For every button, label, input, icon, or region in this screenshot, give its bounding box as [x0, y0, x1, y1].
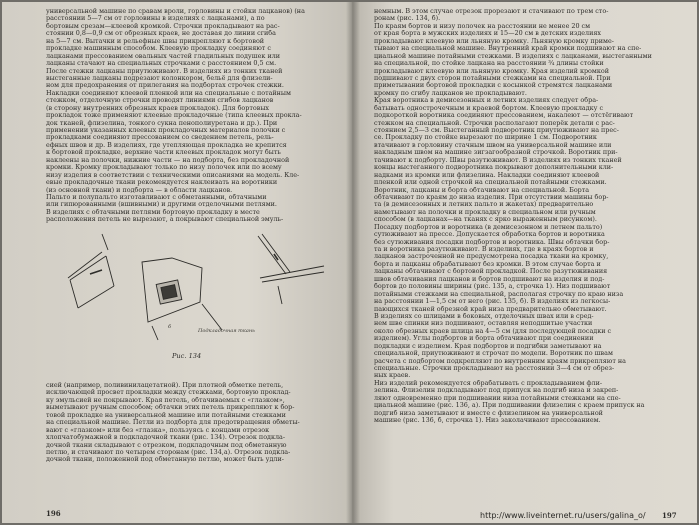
text-line: док тканей, флизелина, тонкого сукна пенополиуретана и др.). При [46, 119, 278, 127]
text-line: подшивают с двух сторон потайными стежками на специальной. При [374, 74, 611, 82]
text-line: лацканы обтачивают с бортовой прокладкой. После разутюживания [374, 268, 608, 276]
text-line: лацканов застроченной не предусмотрена посадка ткани на кромку, [374, 253, 609, 261]
text-line: циальной машине (рис. 136, а). При подшивании флизелин с краем припуск на [374, 402, 645, 410]
figure-caption: Рис. 134 [172, 352, 202, 360]
text-line: тывают на специальной машине. Внутренний край кромки подшивают на спе- [374, 45, 642, 53]
text-line: сией (например, поливинилацетатной). При плотной обметке петель, [46, 382, 284, 389]
text-line: товой прокладке на универсальной машине или потайными стежками [46, 411, 286, 419]
text-line: подкладки с изделием. Края подбортов и подгибки заметывают на [374, 342, 602, 350]
text-line: вают с «глазком» или без «глазка», пользуясь с концами отрезок [46, 426, 270, 434]
text-line: надками из кромки или флизелина. Накладки соединяют клеевой [374, 171, 600, 179]
figure-134-sketch-c [258, 234, 324, 304]
text-line: бортов до половины ширины (рис. 135, а, строчка 1). Низ подшивают [374, 283, 611, 291]
text-line: или гипюрованными (вшивными) и другими отделочными петлями. [46, 201, 277, 209]
text-line: прокладывают клеевую или льняную кромку. Края изделий кромкой [374, 67, 609, 75]
text-line: хлопчатобумажной в подкладочной ткани (рис. 134). Отрезок подкла- [46, 434, 285, 442]
text-line: Пальто и полупальто изготавливают с обметанными, обтачными [46, 193, 267, 201]
text-line: на 5—7 см. Вытачки и рельефные швы прикрепляют к бортовой [46, 37, 265, 45]
text-line: ных краев. [374, 372, 411, 380]
figure-134 [62, 230, 332, 348]
text-line: Накладки соединяют клеевой пленкой или на специальные с потайным [46, 89, 291, 97]
text-line: стежком, отделочную строчки проводят линиями сгибов лацканов [46, 97, 274, 105]
right-text-block [374, 8, 682, 425]
text-line: универсальной машине по сравам вроли, горловины и стойки лацканов) (на [46, 8, 305, 15]
left-text-block-top [46, 8, 342, 224]
figure-label-note: Подкладочная ткань [198, 328, 255, 334]
text-line: на специальной, по стойке лацкана на расстоянии ¾ длины стойки [374, 60, 604, 68]
text-line: ронам (рис. 134, б). [374, 15, 441, 23]
right-page [352, 2, 697, 523]
text-line: стоянием 2,5—3 см. Выстеганный подворотник приутюживают на прес- [374, 127, 619, 134]
text-line: циальной машине потайными стежками. В изделиях с лацканами, выстеганными [374, 52, 652, 60]
text-line: зелина. Флизелин подкладывают под припуск на подгиб низа и закреп- [374, 387, 619, 395]
text-line: дочной ткани складывают с отрезком, подкладочным под обметанную [46, 441, 287, 449]
text-line: расположения петель не вырезают, а покрывают специальной эмуль- [46, 216, 284, 224]
text-line: По краям бортов и низу полочек на расстоянии не менее 20 см [374, 22, 591, 30]
text-line: втачивают в горловину стачным швом на универсальной машине или [374, 141, 612, 149]
text-line: петлю, и стачивают по четырем сторонам (рис. 134,а). Отрезок подкла- [46, 448, 291, 456]
text-line: се. Прокладку по стойке вырезают по ширине 1 см. Подворотник [374, 134, 597, 142]
text-line: без сутюживания посадки подбортов и воротника. Швы обтачки бор- [374, 238, 610, 246]
text-line: лацканами прессованием овальных частей гладильных подушек или [46, 52, 281, 60]
text-line: прокладывают клеевую или льняную кромку. Льняную кромку приме- [374, 37, 614, 45]
text-line: от края борта в мужских изделиях и 15—20 см в детских изделиях [374, 30, 602, 38]
text-line: применении указанных клеевых прокладочных материалов полочки с [46, 127, 286, 134]
text-line: машине (рис. 136, б, строчка 1). Низ заколачивают прессованием. [374, 417, 601, 425]
text-line: пающихся тканей обрезной край низа предварительно обметывают. [374, 305, 607, 313]
text-line: способом (в лацканах—на тканях с ярко выраженным рисунком). [374, 216, 597, 224]
text-line: на расстоянии 1—1,5 см от него (рис. 135, б). В изделиях из легкосы- [374, 298, 611, 306]
text-line: стежком на специальной. Строчки располагают поперёк детали с рас- [374, 119, 615, 127]
text-line: немным. В этом случае отрезок прорезают и стачивают по трем сто- [374, 8, 609, 15]
book-spread [2, 2, 697, 523]
text-line: ляют одновременно при подшивании низа потайными стежками на спе- [374, 394, 621, 402]
text-line: кромку по сгибу лацканов не прокладывают. [374, 89, 527, 97]
text-line: пленкой или одной строчкой на специальной потайными стежками. [374, 179, 607, 187]
right-page-number: 197 [662, 511, 677, 520]
text-line: нем шве спинки низ подшивают, оставляя неподшитые участки [374, 320, 593, 328]
text-line: приметывании бортовой прокладки с косынкой стремятся лацканами [374, 82, 613, 90]
text-line: бортовым срезам—клеевой кромкой. Строчки прокладывают на рас- [46, 22, 280, 30]
text-line: ку эмульсией не покрывают. Края петель, обтачиваемых с «глазком», [46, 396, 285, 404]
text-line: прокладок тоже применяют клеевые прокладочные (типа клеевых прокла- [46, 112, 302, 120]
text-line: ном для предохранения от прилегания на подбортах строчек стежки. [46, 82, 284, 90]
text-line: потайными стежками на специальной, располагая строчку по краю низа [374, 290, 624, 298]
text-line: подкороткой воротника соединяют прессованием, накалеют — отстёгивают [374, 112, 634, 120]
text-line: обтачивают по краям до низа изделия. При отсутствии машины бор- [374, 193, 609, 201]
text-line: специальные. Строчки прокладывают на расстоянии 3—4 см от обрез- [374, 365, 615, 372]
text-line: евые прокладочные ткани рекомендуется наклеивать на воротники [46, 179, 278, 187]
source-url: http://www.liveinternet.ru/users/galina_o/ [480, 511, 646, 520]
text-line: исключающей просвет прокладки между стежками, бортовую проклад- [46, 389, 291, 397]
text-line: Низ изделий рекомендуется обрабатывать с прокладыванием фли- [374, 379, 603, 387]
text-line: низу изделия в соответствии с техническими описаниями на модель. Кле- [46, 171, 300, 179]
text-line: швов обтачивания лацканов и бортов подшивают на изделия и под- [374, 275, 605, 283]
text-line: выметывают ручным способом; обтачки этих петель прикрепляют к бор- [46, 404, 295, 412]
text-line: батывать однострочечным и краевой бортом. Клеевую прокладку с [374, 104, 604, 112]
text-line: выстеганные лацканы подрезают колонкором, бельё для флизели- [46, 74, 273, 82]
text-line: прокладками соединяют прессованием со сведением петель, рель- [46, 134, 274, 142]
text-line: подгиб низа заметывают и вместе с флизелином на универсальной [374, 409, 603, 417]
text-line: наметывают на полочки и прокладку в специальном или ручным [374, 208, 596, 216]
left-page-number: 196 [46, 509, 61, 518]
text-line: наклеены на полочки, нижние части — на подборта, без прокладочной [46, 156, 290, 164]
text-line: (из основной ткани) и подборта — в области лацканов. [46, 186, 233, 194]
text-line: накладным швом на машине зигзагообразной строчкой. Воротник при- [374, 149, 618, 157]
text-line: лацканы стачают на специальных строчками с расстоянием 0,5 см. [46, 60, 277, 68]
text-line: ефных швов и др. В изделиях, где утепляющая прокладка не крепится [46, 141, 287, 149]
text-line: та и воротника разутюживают. В изделиях, где в краях бортов и [374, 246, 594, 253]
text-line: (в сторону внутренних обрезных краев прокладок). Для бортовых [46, 104, 270, 112]
text-line: После стежки лацканы приутюживают. В изделиях из тонких тканей [46, 67, 283, 75]
text-line: тачивают к подборту. Швы разутюживают. В изделиях из тонких тканей [374, 156, 622, 164]
text-line: В изделиях с обтачными петлями бортовую прокладку в месте [46, 208, 260, 216]
left-text-block-bottom [46, 382, 342, 464]
figure-134-sketch-a [68, 234, 114, 308]
text-line: стоянии 0,8—0,9 см от обрезных краев, не доставая до линии сгиба [46, 30, 276, 38]
text-line: кромки. Кромку прокладывают только по низу полочек или по всему [46, 164, 282, 172]
text-line: к бортовой прокладке, верхние части клеевых прокладок могут быть [46, 149, 281, 157]
text-line: на специальной машине. Петли из подборта для предотвращения обметы- [46, 419, 300, 427]
text-line: концы выстеганного подворотника покрывают дополнительными кли- [374, 164, 614, 172]
text-line: специальной, приутюживают и строчат по модели. Воротник по швам [374, 350, 613, 358]
text-line: сутюживают на прессе. Допускается обработка бортов и воротника [374, 231, 605, 239]
text-line: прокладке машинным способом. Клеевую прокладку соединяют с [46, 45, 271, 53]
text-line: около обрезных краев шлица на 4—5 см (для последующей посадки с [374, 327, 612, 335]
text-line: В изделиях со шлицами в боковых, отделочных швах или в сред- [374, 312, 594, 320]
text-line: расстоянии 5—7 см от горловины в изделиях с лацканами), а по [46, 15, 265, 23]
figure-label-b: б [168, 324, 172, 330]
text-line: Края воротника в демисезонных и летних изделиях следует обра- [374, 97, 599, 105]
text-line: борта и лацканы обрабатывают без кромки. В этом случае борта и [374, 260, 601, 268]
text-line: Посадку подбортов и воротника (в демисезонном и летнем пальто) [374, 223, 603, 231]
left-page [2, 2, 352, 523]
text-line: изделием). Углы подбортов и борта обтачивают при соединении [374, 335, 594, 343]
text-line: Воротник, лацканы и борта обтачивают на специальной. Борта [374, 186, 590, 194]
text-line: та (в демисезонных и летних пальто и жакетах) предварительно [374, 201, 594, 209]
text-line: расчета с подбортом подкрепляют по внутренним краям прикрепляют на [374, 357, 626, 365]
text-line: дочной ткани, положенной под обметанную петлю, может быть удли- [46, 456, 284, 464]
book-gutter [346, 2, 360, 523]
